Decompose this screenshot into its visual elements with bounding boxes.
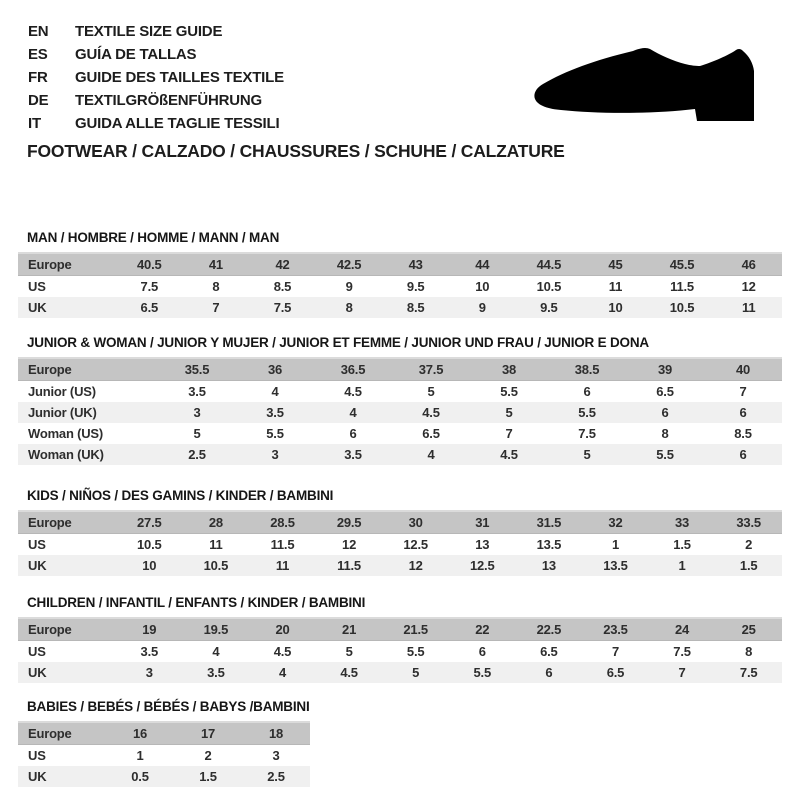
row-label: Europe: [18, 253, 116, 276]
table-row: [18, 722, 310, 745]
language-code: ES: [28, 46, 48, 63]
size-cell: 2: [745, 537, 753, 552]
size-cell: 21.5: [382, 618, 449, 641]
size-cell: 11.5: [670, 279, 694, 294]
size-cell: 11: [249, 555, 316, 576]
size-cell: 13.5: [536, 537, 562, 552]
language-code: DE: [28, 92, 49, 109]
size-cell: 3.5: [314, 444, 392, 465]
size-cell: 6.5: [540, 644, 558, 659]
size-cell: 31.5: [516, 511, 583, 534]
language-row: [28, 112, 284, 135]
section-title-children: CHILDREN / INFANTIL / ENFANTS / KINDER / BAMBINI: [27, 595, 366, 610]
section-title-man: MAN / HOMBRE / HOMME / MANN / MAN: [27, 230, 280, 245]
size-cell: 5.5: [500, 384, 518, 399]
size-cell: 6: [626, 402, 704, 423]
language-code: EN: [28, 23, 49, 40]
size-table-junior-woman: [18, 357, 782, 465]
table-row: [18, 662, 782, 683]
row-label: US: [28, 537, 46, 552]
size-cell: 3.5: [236, 402, 314, 423]
row-label: Europe: [18, 511, 116, 534]
size-cell: 1.5: [174, 766, 242, 787]
size-cell: 9: [345, 279, 353, 294]
size-cell: 4.5: [470, 444, 548, 465]
size-cell: 35.5: [158, 358, 236, 381]
size-cell: 11: [715, 297, 782, 318]
size-cell: 1.5: [715, 555, 782, 576]
size-cell: 6: [583, 384, 591, 399]
size-cell: 44: [449, 253, 516, 276]
size-cell: 1: [136, 748, 144, 763]
size-cell: 7.5: [715, 662, 782, 683]
size-cell: 6: [704, 444, 782, 465]
size-cell: 3: [236, 444, 314, 465]
row-label: Woman (US): [28, 426, 104, 441]
section-title-kids: KIDS / NIÑOS / DES GAMINS / KINDER / BAMBINI: [27, 488, 334, 503]
size-cell: 4: [271, 384, 279, 399]
size-table-kids: [18, 510, 782, 576]
size-cell: 36: [236, 358, 314, 381]
row-label: US: [28, 279, 46, 294]
size-cell: 10: [475, 279, 490, 294]
size-cell: 5.5: [406, 644, 425, 659]
size-cell: 3: [116, 662, 183, 683]
size-cell: 12.5: [403, 537, 428, 552]
size-cell: 7.5: [249, 297, 316, 318]
table-row: [18, 276, 782, 298]
row-label: US: [28, 748, 46, 763]
size-cell: 4.5: [273, 644, 292, 659]
size-cell: 1: [649, 555, 716, 576]
row-label: Woman (UK): [18, 444, 158, 465]
size-cell: 6: [478, 644, 486, 659]
size-cell: 20: [249, 618, 316, 641]
size-cell: 4.5: [392, 402, 470, 423]
size-cell: 16: [106, 722, 174, 745]
size-cell: 6: [704, 402, 782, 423]
size-cell: 2: [204, 748, 212, 763]
table-row: [18, 253, 782, 276]
size-cell: 1: [611, 537, 619, 552]
size-cell: 8: [661, 426, 669, 441]
size-cell: 0.5: [106, 766, 174, 787]
size-cell: 31: [449, 511, 516, 534]
size-cell: 40: [704, 358, 782, 381]
size-cell: 3: [158, 402, 236, 423]
size-cell: 42: [249, 253, 316, 276]
size-cell: 17: [174, 722, 242, 745]
language-row: [28, 89, 284, 112]
size-cell: 22: [449, 618, 516, 641]
size-cell: 1.5: [673, 537, 691, 552]
size-cell: 33.5: [715, 511, 782, 534]
size-cell: 7.5: [673, 644, 691, 659]
row-label: Europe: [18, 722, 106, 745]
size-cell: 11: [209, 537, 223, 552]
size-cell: 27.5: [116, 511, 183, 534]
size-cell: 7: [183, 297, 250, 318]
size-cell: 23.5: [582, 618, 649, 641]
row-label: UK: [18, 766, 106, 787]
size-cell: 8.5: [382, 297, 449, 318]
size-cell: 42.5: [316, 253, 383, 276]
size-cell: 43: [382, 253, 449, 276]
table-row: [18, 641, 782, 663]
row-label: UK: [18, 555, 116, 576]
size-table-children: [18, 617, 782, 683]
size-cell: 4: [392, 444, 470, 465]
size-cell: 33: [649, 511, 716, 534]
size-cell: 32: [582, 511, 649, 534]
size-cell: 21: [316, 618, 383, 641]
size-cell: 4: [212, 644, 220, 659]
language-row: [28, 20, 284, 43]
size-cell: 10.5: [183, 555, 250, 576]
size-cell: 7: [649, 662, 716, 683]
size-cell: 6.5: [422, 426, 440, 441]
row-label: Europe: [18, 618, 116, 641]
size-cell: 11.5: [270, 537, 295, 552]
size-cell: 10: [582, 297, 649, 318]
section-kids: [18, 488, 782, 576]
size-cell: 4: [249, 662, 316, 683]
size-cell: 2.5: [242, 766, 310, 787]
size-cell: 3.5: [140, 644, 159, 659]
size-cell: 8.5: [273, 279, 292, 294]
size-cell: 5.5: [626, 444, 704, 465]
size-cell: 5: [427, 384, 435, 399]
size-cell: 12: [342, 537, 357, 552]
size-cell: 3.5: [188, 384, 206, 399]
size-cell: 3.5: [183, 662, 250, 683]
size-cell: 6: [349, 426, 357, 441]
size-cell: 12: [741, 279, 756, 294]
size-cell: 8.5: [734, 426, 752, 441]
language-row: [28, 43, 284, 66]
size-cell: 24: [649, 618, 716, 641]
size-cell: 45: [582, 253, 649, 276]
size-cell: 18: [242, 722, 310, 745]
size-cell: 41: [183, 253, 250, 276]
size-cell: 7.5: [140, 279, 159, 294]
size-cell: 4: [314, 402, 392, 423]
size-cell: 5: [548, 444, 626, 465]
section-man: [18, 230, 782, 318]
row-label: Junior (UK): [18, 402, 158, 423]
size-cell: 7.5: [578, 426, 596, 441]
size-cell: 8: [316, 297, 383, 318]
table-row: [18, 381, 782, 403]
size-cell: 29.5: [316, 511, 383, 534]
size-cell: 19: [116, 618, 183, 641]
size-table-babies: [18, 721, 310, 787]
language-row: [28, 66, 284, 89]
size-cell: 11: [608, 279, 623, 294]
table-row: [18, 745, 310, 767]
section-children: [18, 595, 782, 683]
table-row: [18, 555, 782, 576]
size-cell: 12: [382, 555, 449, 576]
size-cell: 13: [475, 537, 490, 552]
size-cell: 30: [382, 511, 449, 534]
size-cell: 39: [626, 358, 704, 381]
size-cell: 5.5: [548, 402, 626, 423]
size-cell: 5.5: [266, 426, 284, 441]
size-cell: 7: [611, 644, 619, 659]
table-row: [18, 766, 310, 787]
row-label: US: [28, 644, 46, 659]
category-heading: FOOTWEAR / CALZADO / CHAUSSURES / SCHUHE / CALZATURE: [27, 141, 565, 161]
table-row: [18, 618, 782, 641]
table-row: [18, 297, 782, 318]
size-cell: 5: [345, 644, 353, 659]
size-cell: 9: [449, 297, 516, 318]
language-label: TEXTILGRÖßENFÜHRUNG: [75, 92, 263, 109]
table-row: [18, 358, 782, 381]
size-cell: 28: [183, 511, 250, 534]
size-cell: 40.5: [116, 253, 183, 276]
language-title-list: [28, 20, 284, 135]
size-table-man: [18, 252, 782, 318]
language-label: GUIDA ALLE TAGLIE TESSILI: [75, 115, 280, 132]
size-cell: 44.5: [516, 253, 583, 276]
size-cell: 9.5: [406, 279, 425, 294]
table-row: [18, 423, 782, 444]
size-cell: 38: [470, 358, 548, 381]
size-cell: 25: [715, 618, 782, 641]
size-cell: 10.5: [536, 279, 562, 294]
row-label: Junior (US): [28, 384, 96, 399]
size-cell: 13.5: [582, 555, 649, 576]
size-cell: 6.5: [656, 384, 674, 399]
language-code: FR: [28, 69, 48, 86]
size-cell: 11.5: [316, 555, 383, 576]
size-cell: 28.5: [249, 511, 316, 534]
size-cell: 3: [272, 748, 280, 763]
size-cell: 5: [470, 402, 548, 423]
size-cell: 36.5: [314, 358, 392, 381]
table-row: [18, 444, 782, 465]
size-cell: 10.5: [137, 537, 162, 552]
table-row: [18, 511, 782, 534]
size-cell: 13: [516, 555, 583, 576]
size-cell: 7: [505, 426, 513, 441]
size-cell: 5: [193, 426, 201, 441]
size-cell: 9.5: [516, 297, 583, 318]
table-row: [18, 402, 782, 423]
size-cell: 10: [116, 555, 183, 576]
size-cell: 2.5: [158, 444, 236, 465]
language-code: IT: [28, 115, 41, 132]
section-babies: [18, 699, 782, 787]
size-cell: 19.5: [183, 618, 250, 641]
size-cell: 6: [516, 662, 583, 683]
language-label: GUIDE DES TAILLES TEXTILE: [75, 69, 284, 86]
size-cell: 37.5: [392, 358, 470, 381]
size-cell: 5.5: [449, 662, 516, 683]
size-cell: 4.5: [316, 662, 383, 683]
size-cell: 7: [739, 384, 747, 399]
section-title-junior-woman: JUNIOR & WOMAN / JUNIOR Y MUJER / JUNIOR ET FEMME / JUNIOR UND FRAU / JUNIOR E DONA: [27, 335, 649, 350]
table-row: [18, 534, 782, 556]
size-cell: 22.5: [516, 618, 583, 641]
section-junior-woman: [18, 335, 782, 465]
size-cell: 5: [382, 662, 449, 683]
size-cell: 6.5: [116, 297, 183, 318]
size-cell: 45.5: [649, 253, 716, 276]
language-label: TEXTILE SIZE GUIDE: [75, 23, 223, 40]
row-label: UK: [18, 297, 116, 318]
size-cell: 12.5: [449, 555, 516, 576]
language-label: GUÍA DE TALLAS: [75, 46, 197, 63]
row-label: UK: [18, 662, 116, 683]
size-cell: 6.5: [582, 662, 649, 683]
size-cell: 38.5: [548, 358, 626, 381]
size-cell: 10.5: [649, 297, 716, 318]
size-cell: 8: [745, 644, 753, 659]
size-cell: 4.5: [344, 384, 362, 399]
section-title-babies: BABIES / BEBÉS / BÉBÉS / BABYS /BAMBINI: [27, 699, 310, 714]
shoe-icon: [533, 46, 758, 124]
size-cell: 8: [212, 279, 220, 294]
size-cell: 46: [715, 253, 782, 276]
row-label: Europe: [18, 358, 158, 381]
